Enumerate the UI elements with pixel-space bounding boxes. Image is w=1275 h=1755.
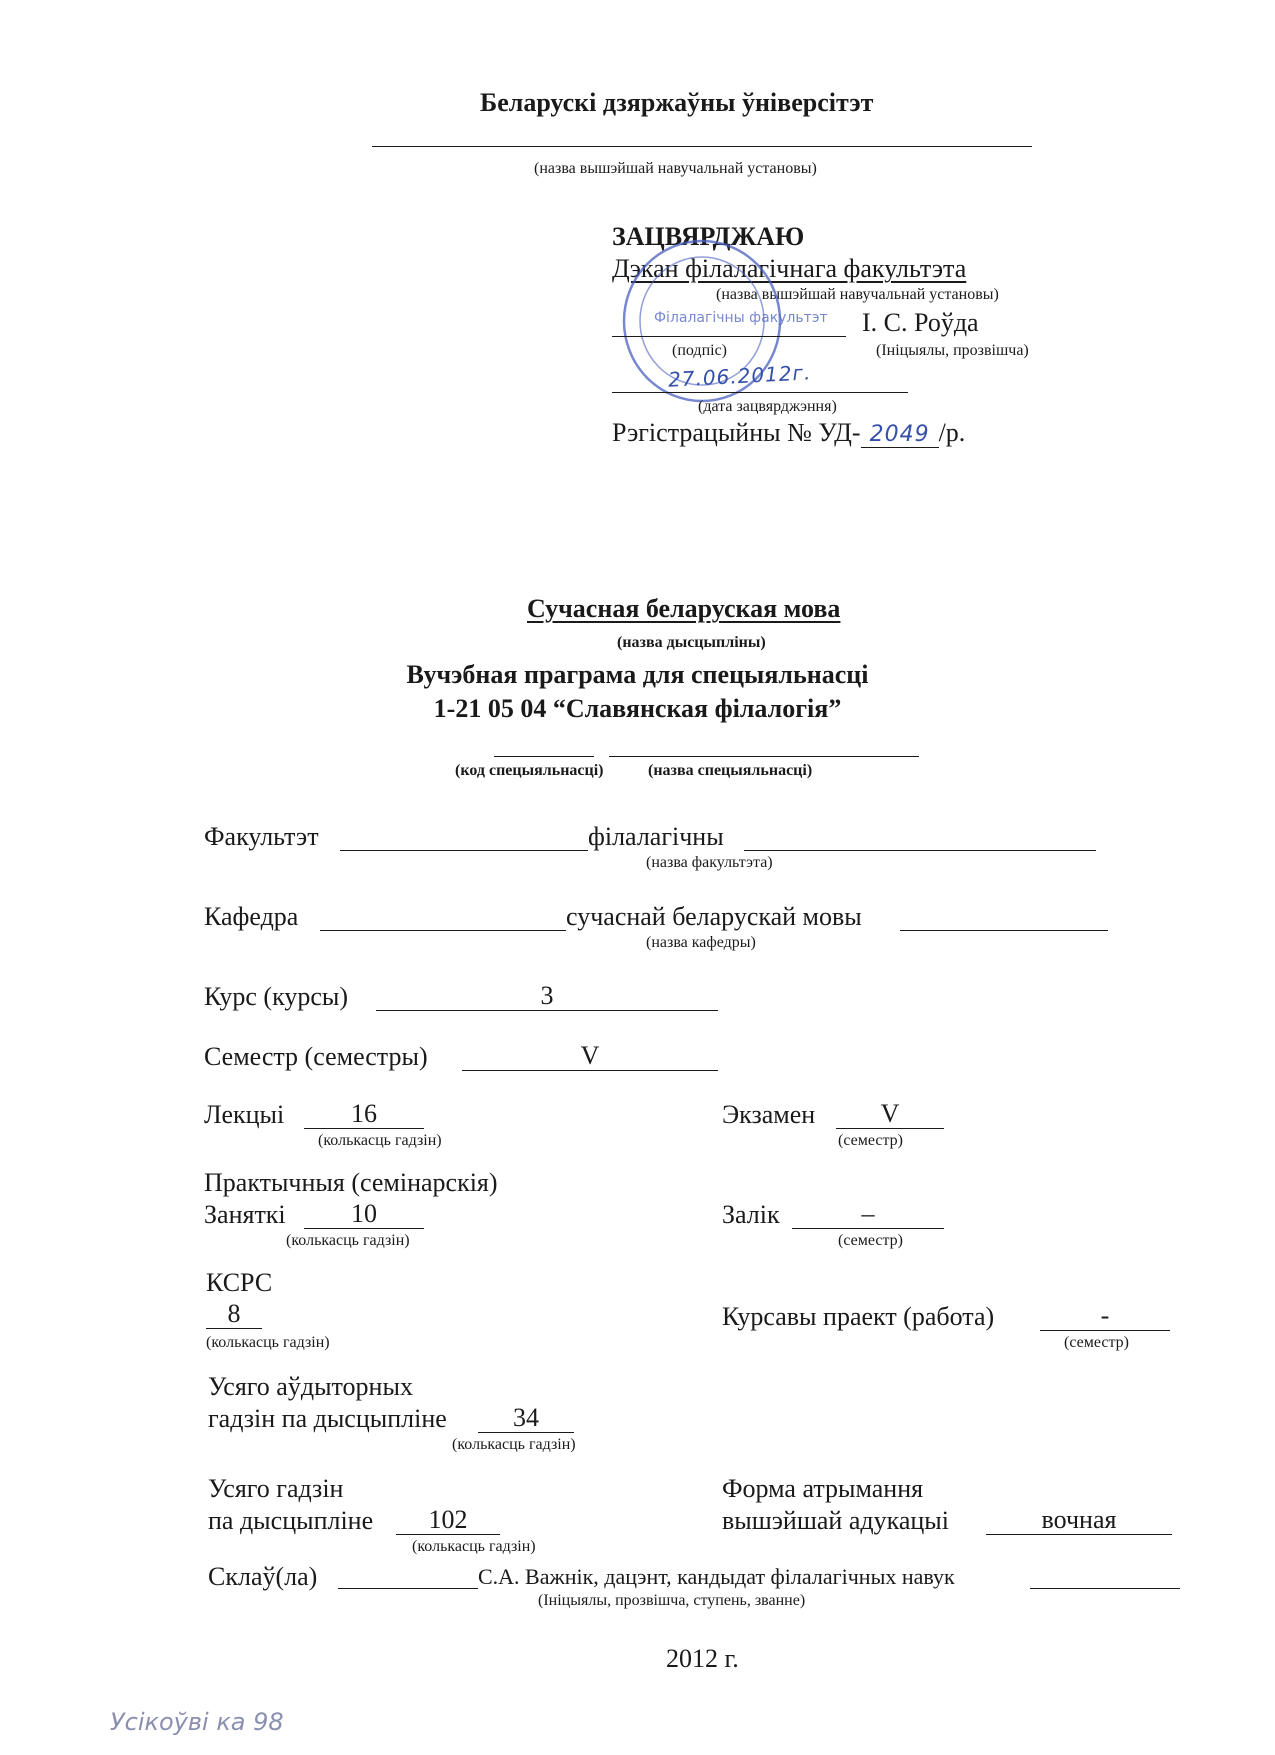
- university-line: [372, 146, 1032, 147]
- code-caption: (код спецыяльнасці): [455, 762, 604, 779]
- practical-label-2: Заняткі: [204, 1200, 286, 1229]
- discipline-caption: (назва дысцыпліны): [617, 634, 766, 651]
- total-label-2: па дысцыпліне: [208, 1506, 374, 1535]
- university-caption: (назва вышэйшай навучальнай установы): [534, 160, 817, 177]
- auditory-value: 34: [478, 1404, 574, 1433]
- total-caption: (колькасць гадзін): [412, 1538, 536, 1555]
- lectures-value: 16: [304, 1100, 424, 1129]
- chair-value: сучаснай беларускай мовы: [566, 902, 862, 931]
- author-caption: (Ініцыялы, прозвішча, ступень, званне): [538, 1592, 806, 1609]
- chair-caption: (назва кафедры): [646, 934, 756, 951]
- lectures-caption: (колькасць гадзін): [318, 1132, 442, 1149]
- pencil-note: Усікоўві ка 98: [110, 1708, 284, 1736]
- author-value: С.А. Важнік, дацэнт, кандыдат філалагічных навук: [478, 1564, 955, 1589]
- registration-prefix: Рэгістрацыйны № УД-: [612, 418, 861, 447]
- faculty-line-right: [744, 850, 1096, 851]
- exam-value: V: [836, 1100, 944, 1129]
- chair-line-left: [320, 930, 566, 931]
- document-year: 2012 г.: [666, 1644, 739, 1673]
- exam-caption: (семестр): [838, 1132, 903, 1149]
- approval-position-caption: (назва вышэйшай навучальнай установы): [716, 286, 999, 303]
- approval-date-handwritten: 27.06.2012г.: [667, 360, 812, 392]
- university-name: Беларускі дзяржаўны ўніверсітэт: [480, 88, 874, 117]
- date-caption: (дата зацвярджэння): [698, 398, 837, 415]
- total-value: 102: [396, 1506, 500, 1535]
- credit-value: –: [792, 1200, 944, 1229]
- credit-label: Залік: [722, 1200, 780, 1229]
- credit-caption: (семестр): [838, 1232, 903, 1249]
- discipline-name: Сучасная беларуская мова: [527, 594, 841, 623]
- date-line: [612, 392, 908, 393]
- approval-title: ЗАЦВЯРДЖАЮ: [612, 222, 805, 251]
- author-line-left: [338, 1588, 478, 1589]
- coursework-value: -: [1040, 1302, 1170, 1331]
- faculty-label: Факультэт: [204, 822, 319, 851]
- specialty-caption: (назва спецыяльнасці): [648, 762, 813, 779]
- faculty-caption: (назва факультэта): [646, 854, 773, 871]
- registration-number: 2049: [861, 422, 939, 448]
- ksrs-label: КСРС: [206, 1268, 273, 1297]
- program-line-1: Вучэбная праграма для спецыяльнасці: [406, 660, 869, 689]
- form-label-1: Форма атрымання: [722, 1474, 924, 1503]
- name-caption: (Ініцыялы, прозвішча): [876, 342, 1029, 359]
- signature-line: [612, 336, 846, 337]
- coursework-label: Курсавы праект (работа): [722, 1302, 995, 1331]
- chair-line-right: [900, 930, 1108, 931]
- program-line-2: 1-21 05 04 “Славянская філалогія”: [433, 694, 842, 723]
- exam-label: Экзамен: [722, 1100, 816, 1129]
- total-label-1: Усяго гадзін: [208, 1474, 344, 1503]
- faculty-value: філалагічны: [588, 822, 724, 851]
- coursework-caption: (семестр): [1064, 1334, 1129, 1351]
- faculty-line-left: [340, 850, 588, 851]
- chair-label: Кафедра: [204, 902, 299, 931]
- author-label: Склаў(ла): [208, 1562, 318, 1591]
- practical-label-1: Практычныя (семінарскія): [204, 1168, 498, 1197]
- author-line-right: [1030, 1588, 1180, 1589]
- registration-suffix: /р.: [938, 418, 966, 447]
- auditory-caption: (колькасць гадзін): [452, 1436, 576, 1453]
- semester-label: Семестр (семестры): [204, 1042, 428, 1071]
- auditory-label-2: гадзін па дысцыпліне: [208, 1404, 447, 1433]
- approval-position: Дэкан філалагічнага факультэта: [612, 254, 967, 283]
- ksrs-caption: (колькасць гадзін): [206, 1334, 330, 1351]
- approver-name: І. С. Роўда: [862, 308, 979, 337]
- course-label: Курс (курсы): [204, 982, 349, 1011]
- form-label-2: вышэйшай адукацыі: [722, 1506, 949, 1535]
- form-value: вочная: [986, 1506, 1172, 1535]
- ksrs-value: 8: [206, 1300, 262, 1329]
- specialty-line: [609, 756, 919, 757]
- auditory-label-1: Усяго аўдыторных: [208, 1372, 413, 1401]
- practical-caption: (колькасць гадзін): [286, 1232, 410, 1249]
- lectures-label: Лекцыі: [204, 1100, 285, 1129]
- semester-value: V: [462, 1042, 718, 1071]
- stamp-text: Філалагічны факультэт: [654, 310, 828, 326]
- course-value: 3: [376, 982, 718, 1011]
- registration-line: [612, 418, 965, 448]
- signature-caption: (подпіс): [672, 342, 728, 359]
- practical-value: 10: [304, 1200, 424, 1229]
- code-line: [494, 756, 594, 757]
